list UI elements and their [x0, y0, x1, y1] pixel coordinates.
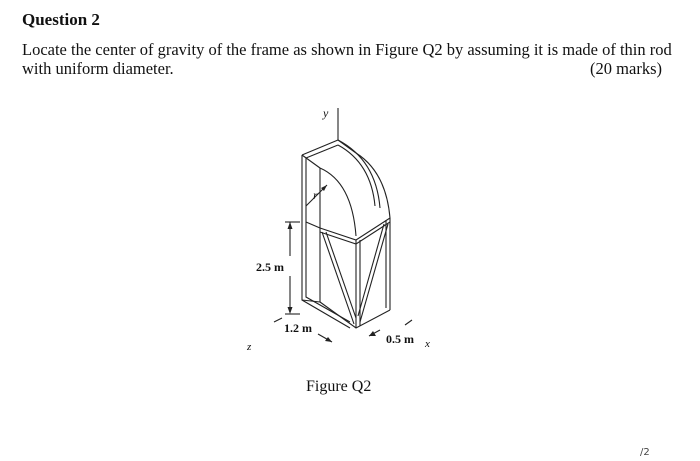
- figure-caption: Figure Q2: [306, 378, 372, 395]
- top-left-rod: [302, 155, 320, 168]
- width-dim-tick: [405, 320, 412, 325]
- frame-figure: [230, 100, 440, 355]
- question-text-line-2: [22, 59, 662, 78]
- brace-left: [322, 232, 354, 324]
- brace-left-inner: [326, 232, 356, 318]
- question-text-line-1: Locate the center of gravity of the frame as shown in Figure Q2 by assuming it is made of thin rod: [22, 40, 672, 59]
- question-text: [22, 40, 672, 78]
- width-dimension-label: 0.5 m: [386, 332, 414, 346]
- height-dimension-label: 2.5 m: [256, 260, 284, 274]
- height-arrow-up: [288, 222, 293, 229]
- depth-arrowhead: [325, 337, 332, 342]
- height-arrow-down: [288, 307, 293, 314]
- frame-drawing: [230, 100, 440, 355]
- axis-x-label: x: [425, 338, 430, 350]
- depth-dimension-label: 1.2 m: [284, 321, 312, 335]
- brace-right-inner: [358, 224, 384, 316]
- mid-frame-left: [306, 222, 320, 228]
- axis-y-label: y: [323, 106, 329, 120]
- question-title: Question 2: [22, 10, 100, 29]
- axis-z-label: z: [247, 341, 252, 353]
- outer-arc: [356, 153, 390, 218]
- question-marks: (20 marks): [590, 59, 662, 78]
- front-arc: [320, 168, 356, 236]
- back-frame-left: [302, 155, 350, 328]
- width-arrowhead: [369, 331, 376, 336]
- radius-label: r: [313, 188, 318, 202]
- depth-dim-tick: [274, 318, 282, 322]
- question-text-line-2-text: with uniform diameter.: [22, 59, 174, 78]
- page-number: /2: [640, 447, 650, 458]
- back-arc-inner: [338, 145, 375, 206]
